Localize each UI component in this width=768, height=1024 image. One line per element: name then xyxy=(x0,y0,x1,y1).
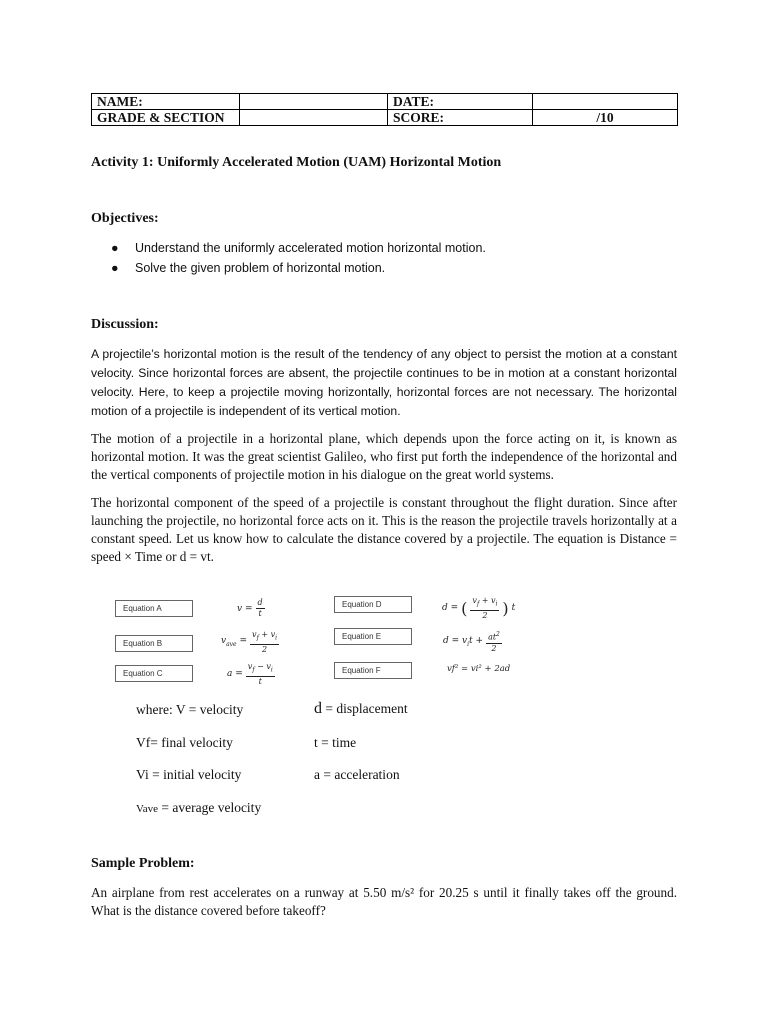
equation-c-label: Equation C xyxy=(115,665,193,682)
objectives-heading: Objectives: xyxy=(91,211,159,226)
equation-e-formula: $d = v_it$ + $\frac{at^2}{2}$ xyxy=(443,631,500,653)
discussion-heading: Discussion: xyxy=(91,317,159,332)
equation-a-label: Equation A xyxy=(115,600,193,617)
vave-symbol: Vave xyxy=(136,803,158,815)
sample-problem-text: An airplane from rest accelerates on a runway at 5.50 m/s² for 20.25 s until it finally takes off the ground. What is the distance covered before takeoff? xyxy=(91,885,677,918)
equation-f-label: Equation F xyxy=(334,662,412,679)
variable-vave xyxy=(136,800,261,816)
grade-section-field[interactable] xyxy=(240,110,388,126)
t-symbol: t xyxy=(314,735,318,750)
equation-f-formula: vf² = vi² + 2ad xyxy=(447,664,511,674)
equation-c-formula: a = $\frac{v_f - v_i}{t}$ xyxy=(227,662,273,686)
equation-b-label: Equation B xyxy=(115,635,193,652)
list-item xyxy=(91,238,486,258)
equation-e-label: Equation E xyxy=(334,628,412,645)
name-label: NAME: xyxy=(92,94,240,110)
bullet-icon: ● xyxy=(111,241,119,255)
name-field[interactable] xyxy=(240,94,388,110)
variable-v xyxy=(136,702,243,718)
objective-text: Solve the given problem of horizontal motion. xyxy=(135,261,386,275)
score-label: SCORE: xyxy=(388,110,533,126)
score-value: /10 xyxy=(533,110,678,126)
objective-text: Understand the uniformly accelerated motion horizontal motion. xyxy=(135,241,486,255)
variable-a xyxy=(314,767,400,783)
sample-problem-heading: Sample Problem: xyxy=(91,856,195,871)
header-table xyxy=(91,93,678,126)
vi-definition: = initial velocity xyxy=(152,767,242,782)
discussion-paragraph-2: The motion of a projectile in a horizontal plane, which depends upon the force acting on it, is known as horizontal motion. It was the great scientist Galileo, who first put forth the independence of the horizontal and the vertical components of projectile motion in his dialogue on the great world systems. xyxy=(91,431,677,482)
a-definition: = acceleration xyxy=(323,767,400,782)
vi-symbol: Vi xyxy=(136,767,149,782)
variable-t xyxy=(314,735,356,751)
variable-vf xyxy=(136,735,233,751)
vave-definition: = average velocity xyxy=(161,800,262,815)
equation-a-formula: v = $\frac{d}{t}$ xyxy=(237,598,263,618)
equation-d-formula: d = ( $\frac{v_f + v_i}{2}$ ) t xyxy=(442,596,516,620)
table-row xyxy=(92,94,678,110)
a-symbol: a xyxy=(314,767,320,782)
bullet-icon: ● xyxy=(111,261,119,275)
list-item xyxy=(91,258,486,278)
discussion-paragraph-3: The horizontal component of the speed of a projectile is constant throughout the flight duration. Since after launching the projectile, no horizontal force acts on it. This is the reason the projectile travels horizontally at a constant speed. Let us know how to calculate the distance covered by a projectile. The equation is Distance = speed × Time or d = vt. xyxy=(91,495,677,564)
equation-d-label: Equation D xyxy=(334,596,412,613)
equation-b-formula: $v_{ave}$ = $\frac{v_f + v_i}{2}$ xyxy=(221,630,278,654)
activity-title: Activity 1: Uniformly Accelerated Motion (UAM) Horizontal Motion xyxy=(91,155,502,170)
where-label: where: xyxy=(136,702,173,717)
variable-vi xyxy=(136,767,241,783)
discussion-paragraph-1: A projectile’s horizontal motion is the result of the tendency of any object to persist the motion at a constant velocity. Since horizontal forces are absent, the projectile continues to be in motion at a constant horizontal velocity. Here, to keep a projectile moving horizontally, horizontal forces are not necessary. The horizontal motion of a projectile is independent of its vertical motion. xyxy=(91,347,677,418)
date-field[interactable] xyxy=(533,94,678,110)
date-label: DATE: xyxy=(388,94,533,110)
vf-definition: = final velocity xyxy=(150,735,233,750)
objectives-list xyxy=(91,238,486,278)
v-definition: = velocity xyxy=(188,702,244,717)
d-definition: = displacement xyxy=(325,701,408,716)
d-symbol: d xyxy=(314,700,322,717)
variable-d xyxy=(314,700,408,718)
grade-section-label: GRADE & SECTION xyxy=(92,110,240,126)
vf-symbol: Vf xyxy=(136,735,151,750)
v-symbol: V xyxy=(175,702,186,717)
t-definition: = time xyxy=(321,735,357,750)
equations-panel xyxy=(91,588,531,686)
table-row xyxy=(92,110,678,126)
